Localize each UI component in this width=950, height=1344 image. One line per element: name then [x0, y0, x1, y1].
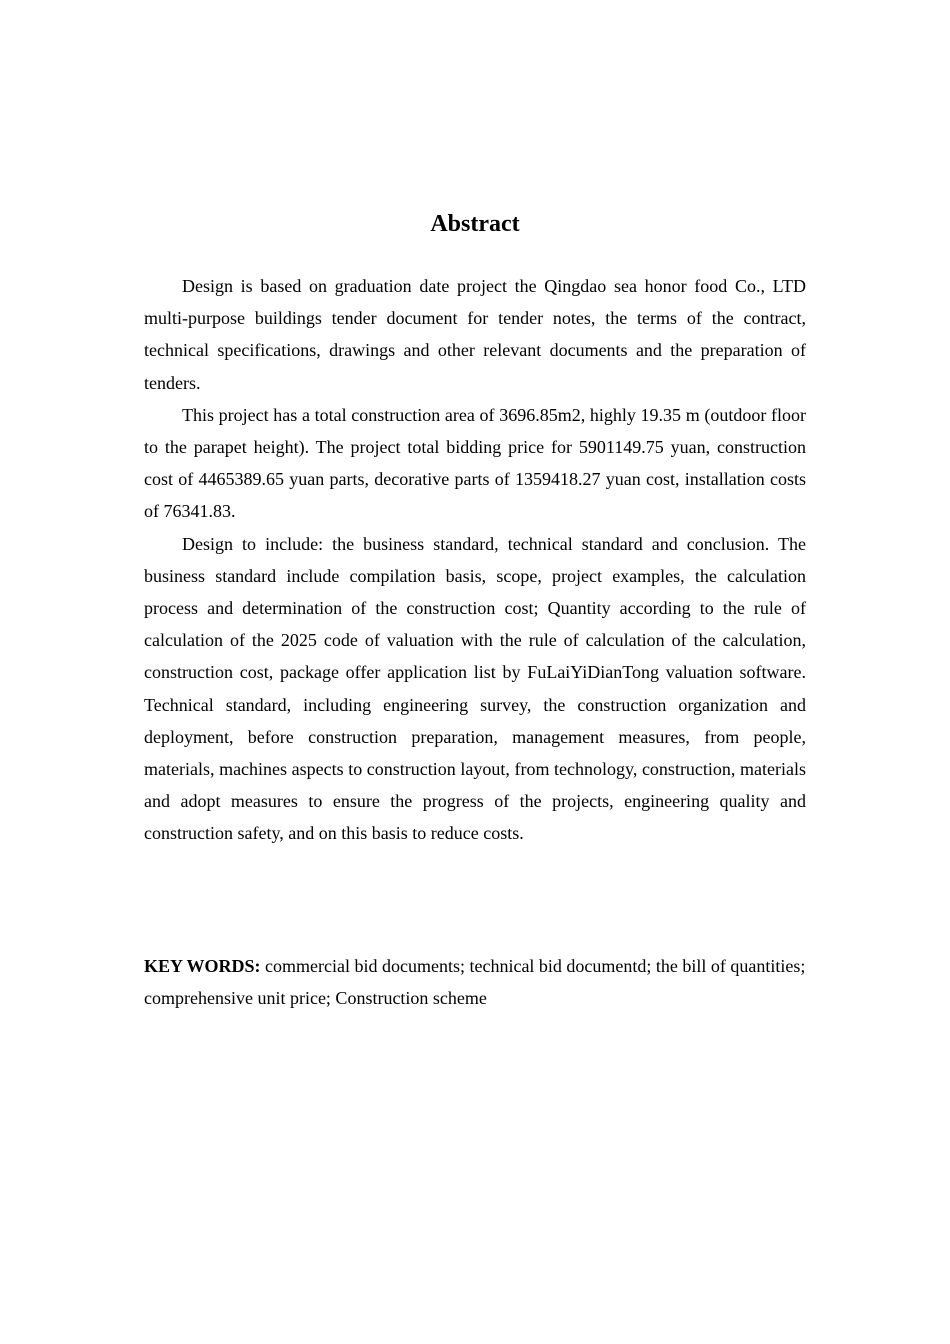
page-title: Abstract: [430, 211, 520, 237]
keywords-line: [144, 950, 806, 1014]
abstract-paragraph: This project has a total construction area of 3696.85m2, highly 19.35 m (outdoor floor to the parapet height). The project total bidding price for 5901149.75 yuan, construction cost of 4465389.65 yuan parts, decorative parts of 1359418.27 yuan cost, installation costs of 76341.83.: [144, 404, 806, 522]
abstract-paragraph: Design is based on graduation date project the Qingdao sea honor food Co., LTD multi-purpose buildings tender document for tender notes, the terms of the contract, technical specifications, drawings and other relevant documents and the preparation of tenders.: [144, 276, 806, 393]
keywords-label: KEY WORDS:: [144, 956, 261, 976]
abstract-paragraph: Design to include: the business standard, technical standard and conclusion. The business standard include compilation basis, scope, project examples, the calculation process and determination of the construction cost; Quantity according to the rule of calculation of the 2025 code of valuation with the rule of calculation of the calculation, construction cost, package offer application list by FuLaiYiDianTong valuation software. Technical standard, including engineering survey, the construction organization and deployment, before construction preparation, management measures, from people, materials, machines aspects to construction layout, from technology, construction, materials and adopt measures to ensure the progress of the projects, engineering quality and construction safety, and on this basis to reduce costs.: [144, 533, 806, 844]
keywords-text: commercial bid documents; technical bid documentd; the bill of quantities; comprehensive unit price; Construction scheme: [144, 956, 806, 1009]
abstract-body: [144, 270, 806, 850]
